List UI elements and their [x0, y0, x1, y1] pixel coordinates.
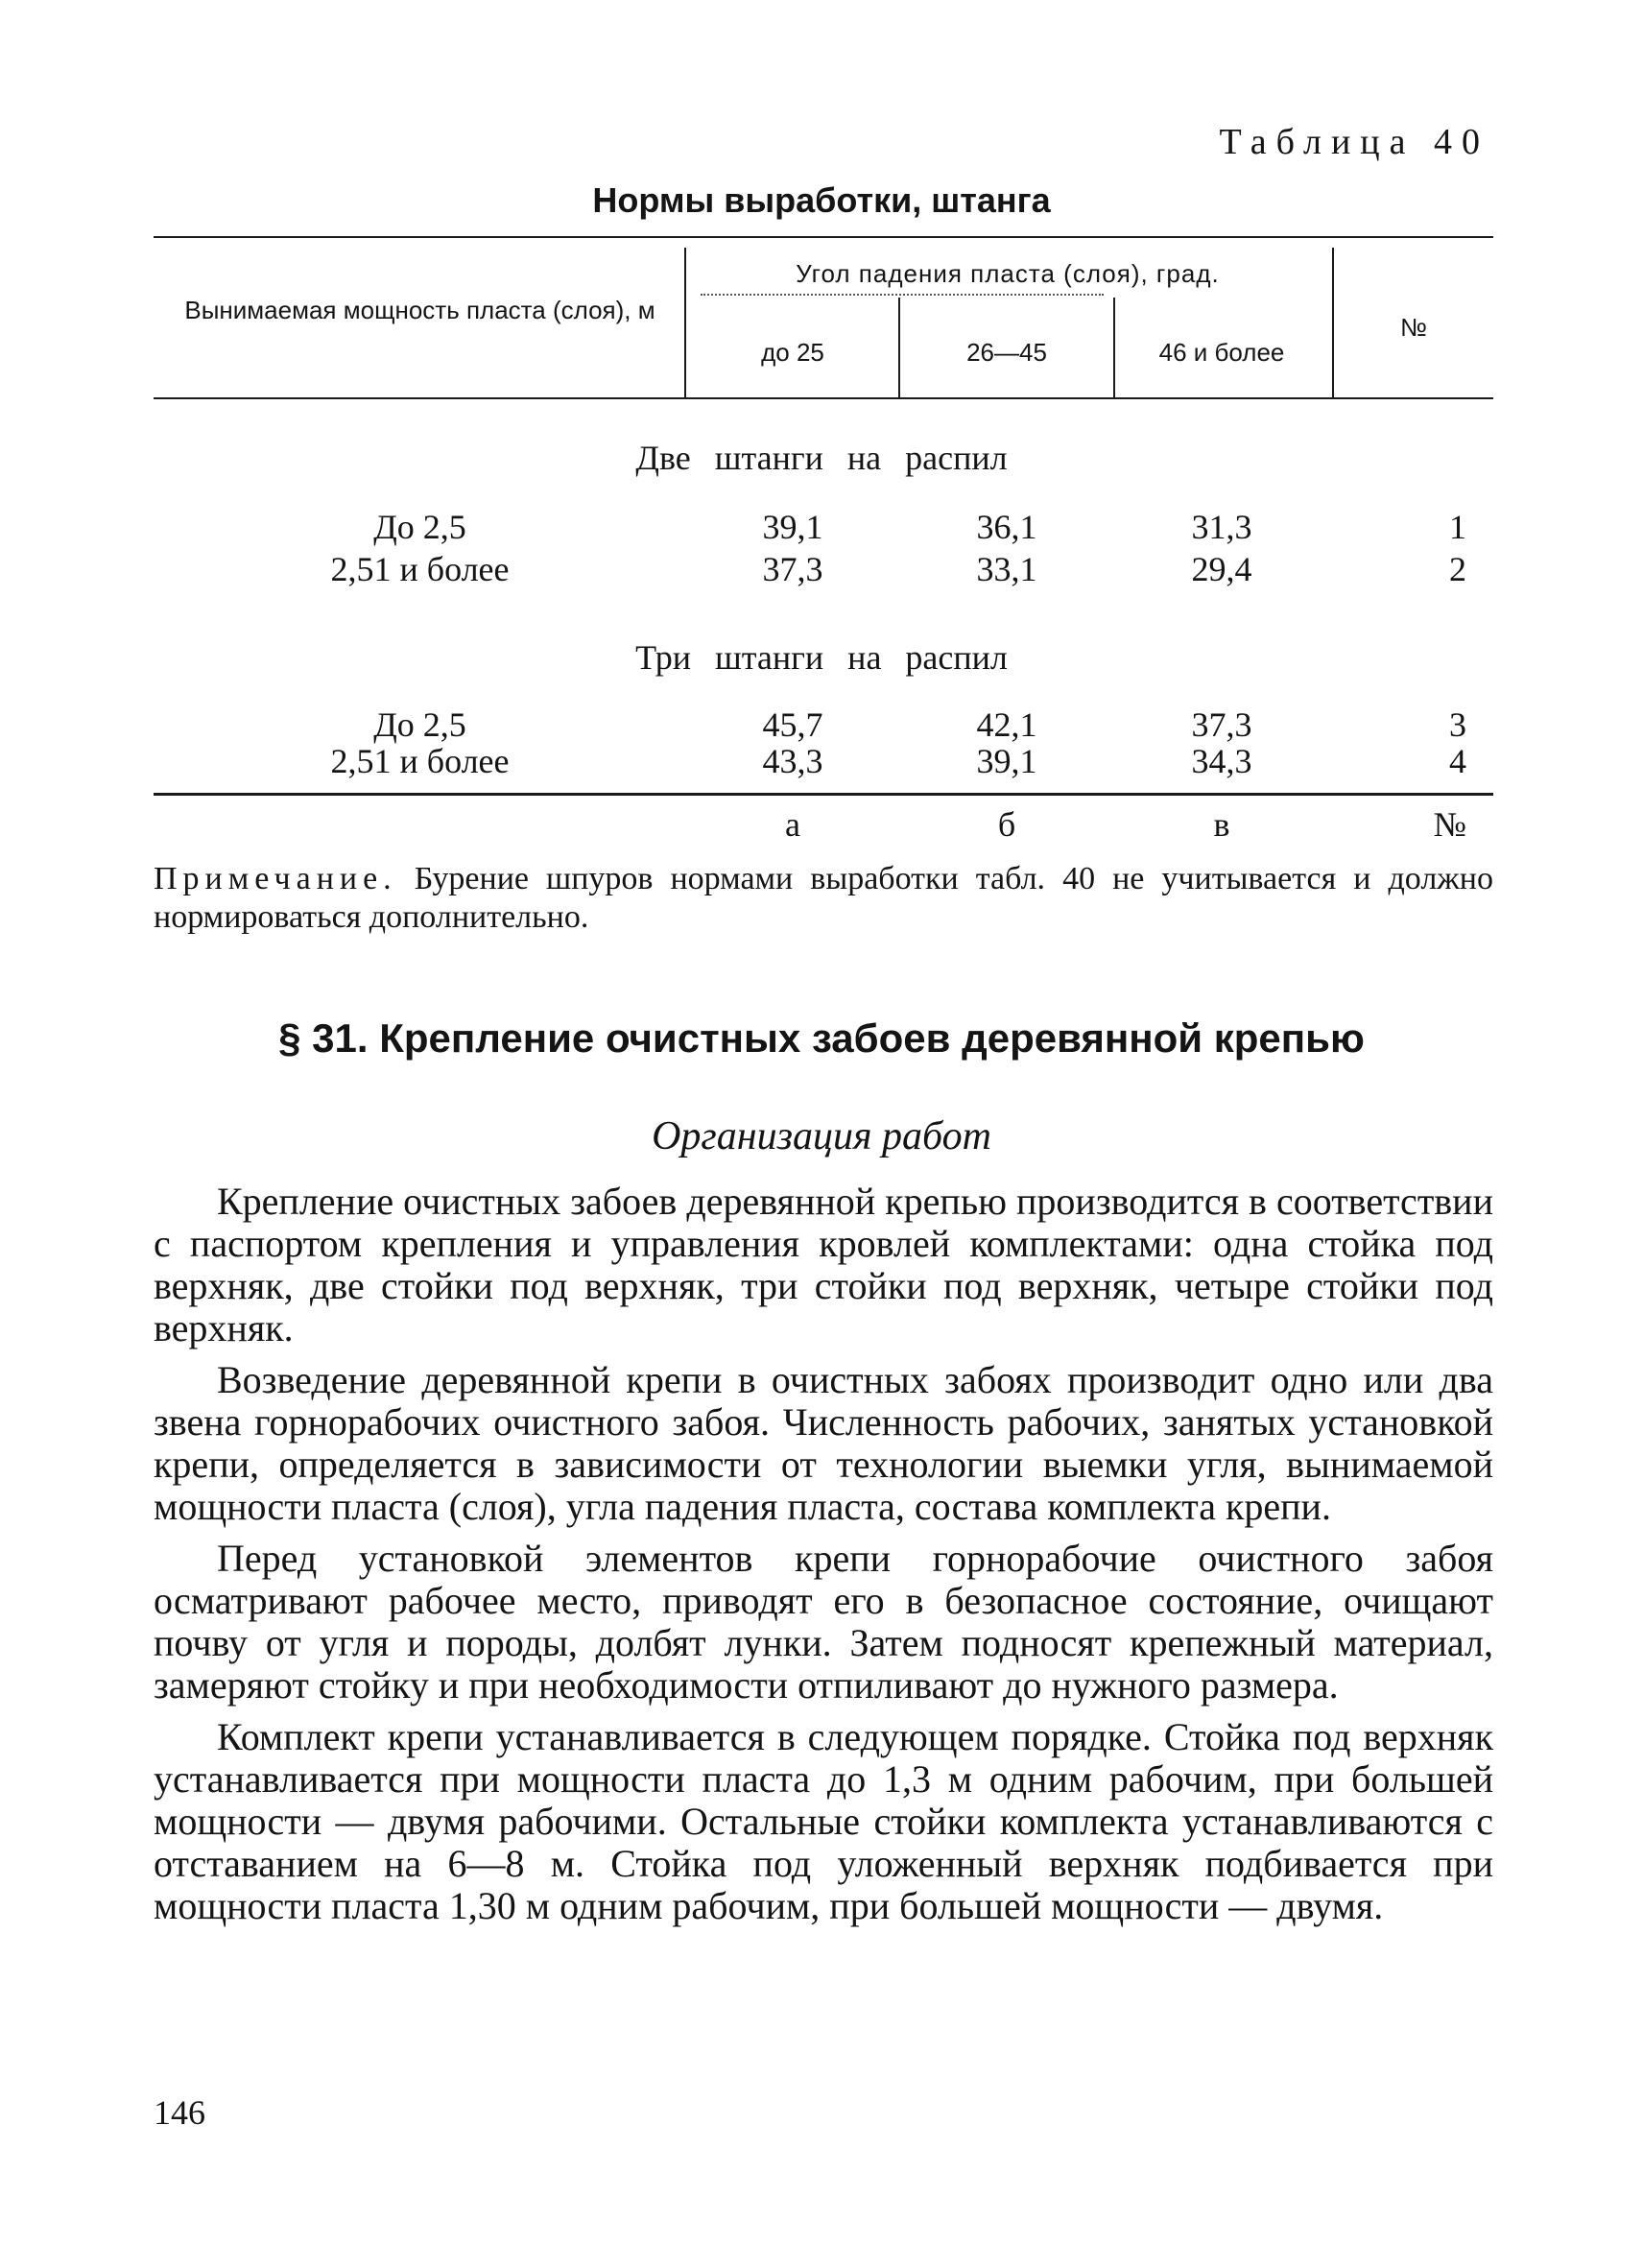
- table-section-title: Две штанги на распил: [635, 439, 1008, 477]
- table-title: Нормы выработки, штанга: [592, 180, 1051, 220]
- table-cell: 2: [1449, 550, 1466, 588]
- header-angle: Угол падения пласта (слоя), град.: [796, 259, 1220, 288]
- column-letter: №: [1433, 805, 1466, 844]
- paragraph: Крепление очистных забоев деревянной крепью производится в соответствии с паспортом крепления и управления кровлей комплектами: одна стойка под верхняк, две стойки под верхняк, три стойки под верхняк, четыре стойки под верхняк.: [154, 1180, 1493, 1349]
- section-subheading: Организация работ: [652, 1114, 991, 1158]
- column-letter: а: [785, 805, 800, 844]
- table-cell: 36,1: [976, 508, 1037, 546]
- table-section-title: Три штанги на распил: [635, 638, 1008, 677]
- page-number: 146: [154, 2093, 205, 2132]
- table-cell: 43,3: [762, 742, 823, 780]
- note-text: Бурение шпуров нормами выработки табл. 40 не учитывается и должно нормироваться дополнительно.: [154, 861, 1493, 935]
- table-cell: 3: [1449, 705, 1466, 744]
- table-note: [154, 860, 1493, 937]
- table-cell: 37,3: [1191, 705, 1252, 744]
- header-thickness: Вынимаемая мощность пласта (слоя), м: [184, 296, 655, 324]
- header-col-a: до 25: [761, 338, 824, 367]
- table-header-rule: [154, 397, 1493, 399]
- table-cell: 4: [1449, 742, 1466, 780]
- table-cell: 33,1: [976, 550, 1037, 588]
- table-cell: 42,1: [976, 705, 1037, 744]
- header-divider: [701, 294, 1104, 296]
- table-cell: До 2,5: [373, 705, 466, 744]
- header-col-v: 46 и более: [1158, 338, 1285, 367]
- body-text: [154, 1181, 1493, 1937]
- table-cell: 45,7: [762, 705, 823, 744]
- note-label: Примечание.: [154, 861, 397, 896]
- header-col-b: 26—45: [966, 338, 1047, 367]
- paragraph: Комплект крепи устанавливается в следующем порядке. Стойка под верхняк устанавливается при мощности пласта до 1,3 м одним рабочим, при большей мощности — двумя рабочими. Остальные стойки комплекта устанавливаются с отставанием на 6—8 м. Стойка под уложенный верхняк подбивается при мощности пласта 1,30 м одним рабочим, при большей мощности — двумя.: [154, 1715, 1493, 1927]
- table-cell: 34,3: [1191, 742, 1252, 780]
- column-letter: б: [997, 805, 1016, 844]
- paragraph: Перед установкой элементов крепи горнорабочие очистного забоя осматривают рабочее место, приводят его в безопасное состояние, очищают почву от угля и породы, долбят лунки. Затем подносят крепежный материал, замеряют стойку и при необходимости отпиливают до нужного размера.: [154, 1537, 1493, 1707]
- table-cell: 29,4: [1191, 550, 1252, 588]
- section-heading: § 31. Крепление очистных забоев деревянной крепью: [278, 1015, 1365, 1061]
- column-letter: в: [1213, 805, 1230, 844]
- table-top-rule: [154, 236, 1493, 238]
- table-cell: 39,1: [762, 508, 823, 546]
- table-cell: 2,51 и более: [330, 550, 510, 588]
- table-cell: 1: [1449, 508, 1466, 546]
- table-cell: 31,3: [1191, 508, 1252, 546]
- header-number: №: [1400, 313, 1427, 342]
- table-bottom-rule: [154, 793, 1493, 796]
- table-cell: 37,3: [762, 550, 823, 588]
- table-cell: До 2,5: [373, 508, 466, 546]
- table-cell: 2,51 и более: [330, 742, 510, 780]
- table-label: Таблица 40: [1219, 122, 1489, 162]
- table-cell: 39,1: [976, 742, 1037, 780]
- paragraph: Возведение деревянной крепи в очистных забоях производит одно или два звена горнорабочих очистного забоя. Численность рабочих, занятых установкой крепи, определяется в зависимости от технологии выемки угля, вынимаемой мощности пласта (слоя), угла падения пласта, состава комплекта крепи.: [154, 1358, 1493, 1528]
